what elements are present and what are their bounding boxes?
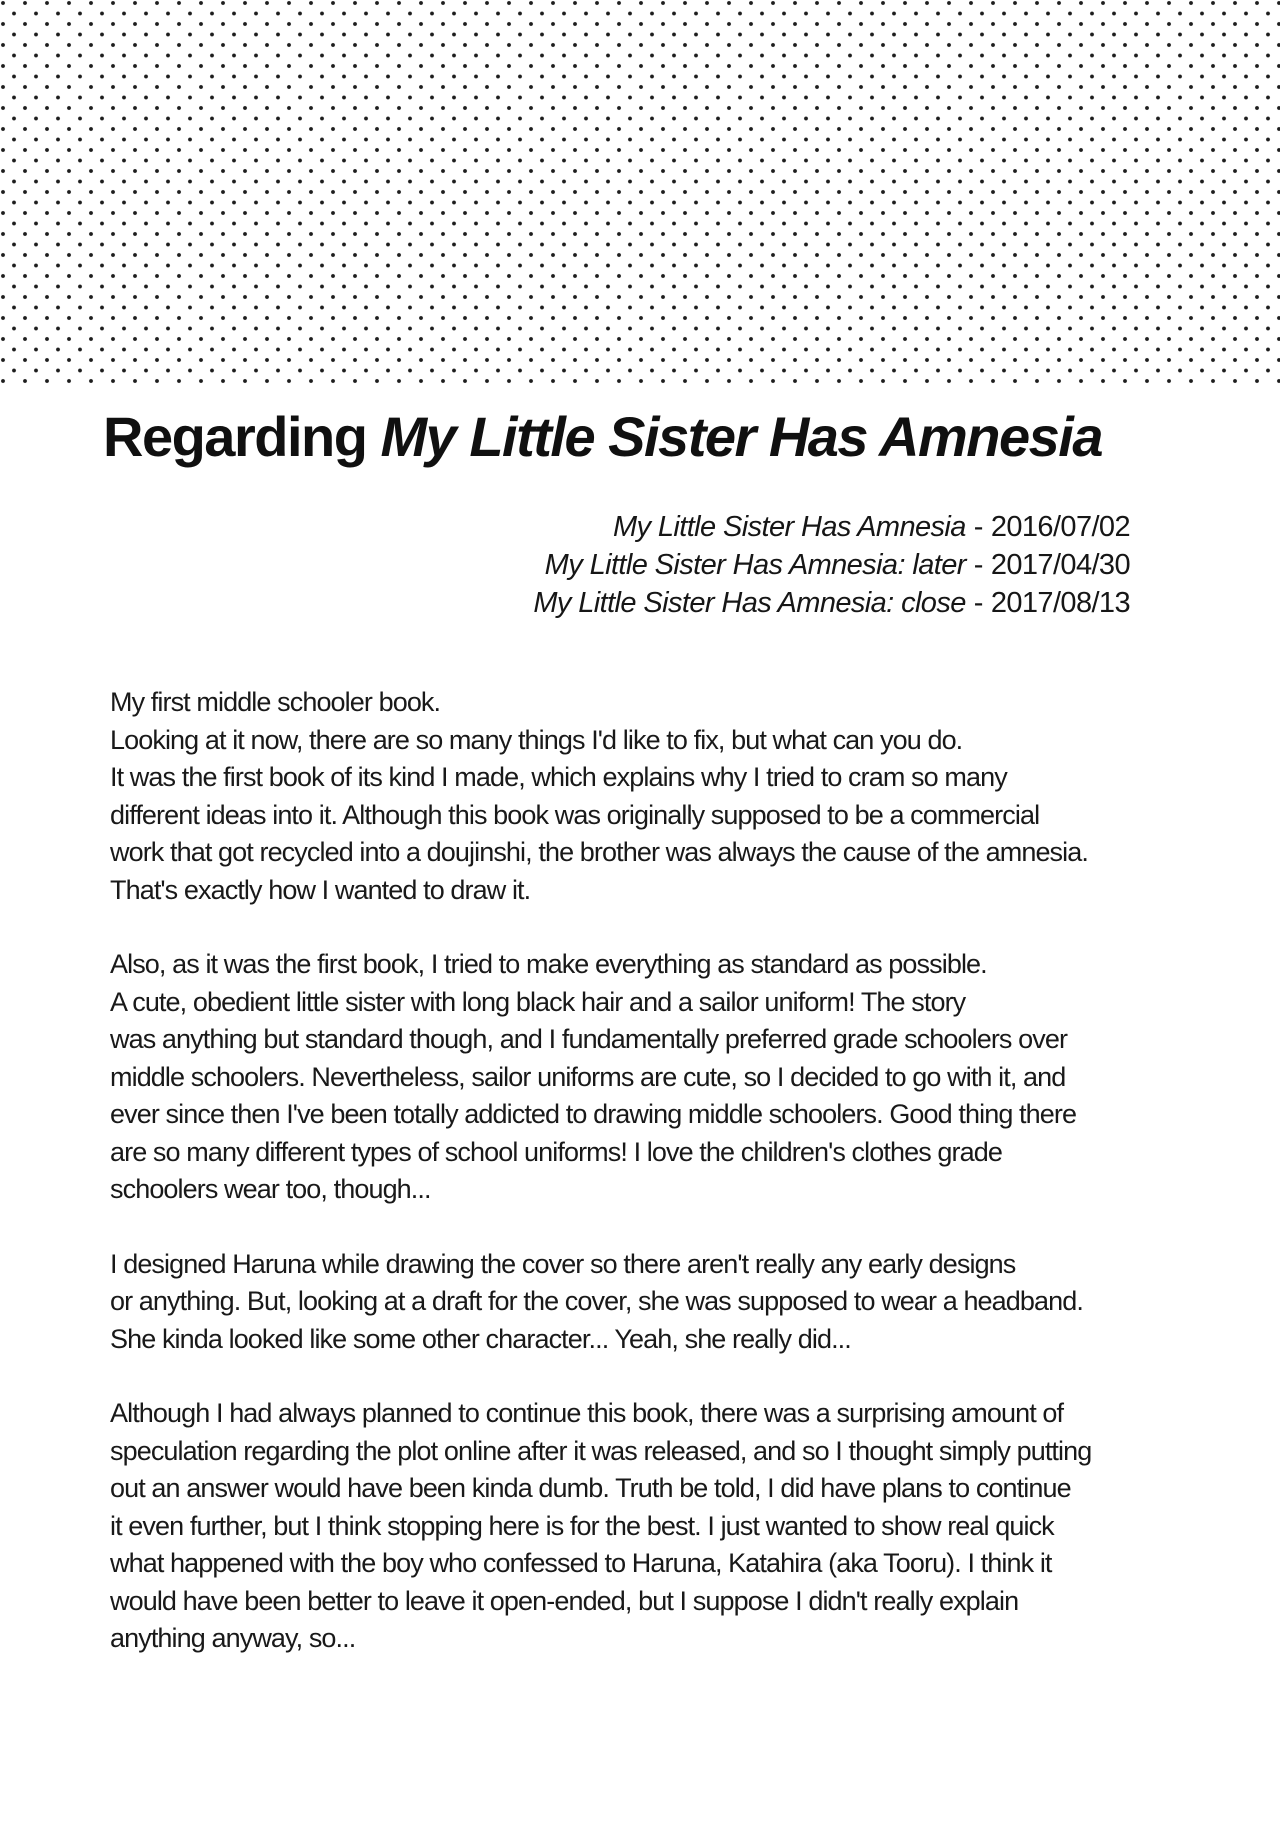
- body-line: was anything but standard though, and I fundamentally preferred grade schoolers over: [110, 1024, 1068, 1054]
- halftone-dot-banner: [0, 0, 1280, 386]
- page-title: [103, 402, 1280, 472]
- body-line: Also, as it was the first book, I tried to make everything as standard as possible.: [110, 949, 987, 979]
- body-line: speculation regarding the plot online after it was released, and so I thought simply putting: [110, 1435, 1092, 1466]
- release-date: 2017/04/30: [990, 549, 1130, 581]
- release-title: My Little Sister Has Amnesia: close: [533, 587, 966, 619]
- release-line: [0, 508, 1130, 546]
- body-line: That's exactly how I wanted to draw it.: [110, 874, 531, 905]
- body-line: it even further, but I think stopping here is for the best. I just wanted to show real quick: [110, 1510, 1054, 1541]
- body-line: are so many different types of school uniforms! I love the children's clothes grade: [110, 1136, 1002, 1167]
- release-date: 2016/07/02: [990, 511, 1130, 543]
- body-line: different ideas into it. Although this book was originally supposed to be a commercial: [110, 799, 1040, 830]
- body-line: anything anyway, so...: [110, 1623, 356, 1653]
- body-line: A cute, obedient little sister with long black hair and a sailor uniform! The story: [110, 986, 966, 1017]
- page-title-prefix: Regarding: [103, 405, 381, 468]
- page-title-work-name: My Little Sister Has Amnesia: [380, 405, 1102, 468]
- release-title: My Little Sister Has Amnesia: [612, 511, 966, 543]
- body-line: schoolers wear too, though...: [110, 1174, 431, 1204]
- paragraph: [110, 1246, 1280, 1359]
- paragraph: [110, 946, 1280, 1209]
- body-line: or anything. But, looking at a draft for the cover, she was supposed to wear a headband.: [110, 1286, 1083, 1316]
- body-line: would have been better to leave it open-ended, but I suppose I didn't really explain: [110, 1585, 1019, 1616]
- body-line: It was the first book of its kind I made, which explains why I tried to cram so many: [110, 762, 1007, 792]
- paragraph: [110, 684, 1280, 909]
- afterword-body: [110, 684, 1280, 1658]
- body-line: She kinda looked like some other character... Yeah, she really did...: [110, 1323, 851, 1354]
- body-line: ever since then I've been totally addicted to drawing middle schoolers. Good thing there: [110, 1099, 1077, 1129]
- body-line: I designed Haruna while drawing the cover so there aren't really any early designs: [110, 1248, 1016, 1279]
- release-title: My Little Sister Has Amnesia: later: [544, 549, 966, 581]
- body-line: what happened with the boy who confessed to Haruna, Katahira (aka Tooru). I think it: [110, 1548, 1052, 1578]
- release-list: [0, 508, 1280, 622]
- release-line: [0, 584, 1130, 622]
- body-line: out an answer would have been kinda dumb. Truth be told, I did have plans to continue: [110, 1473, 1071, 1503]
- release-date: 2017/08/13: [990, 587, 1130, 619]
- release-separator: -: [973, 587, 983, 619]
- body-line: Looking at it now, there are so many things I'd like to fix, but what can you do.: [110, 724, 963, 755]
- release-separator: -: [973, 511, 983, 543]
- release-separator: -: [973, 549, 983, 581]
- paragraph: [110, 1395, 1280, 1658]
- body-line: middle schoolers. Nevertheless, sailor uniforms are cute, so I decided to go with it, and: [110, 1061, 1066, 1092]
- body-line: My first middle schooler book.: [110, 687, 441, 717]
- body-line: work that got recycled into a doujinshi, the brother was always the cause of the amnesia.: [110, 837, 1088, 867]
- release-line: [0, 546, 1130, 584]
- body-line: Although I had always planned to continue this book, there was a surprising amount of: [110, 1398, 1064, 1428]
